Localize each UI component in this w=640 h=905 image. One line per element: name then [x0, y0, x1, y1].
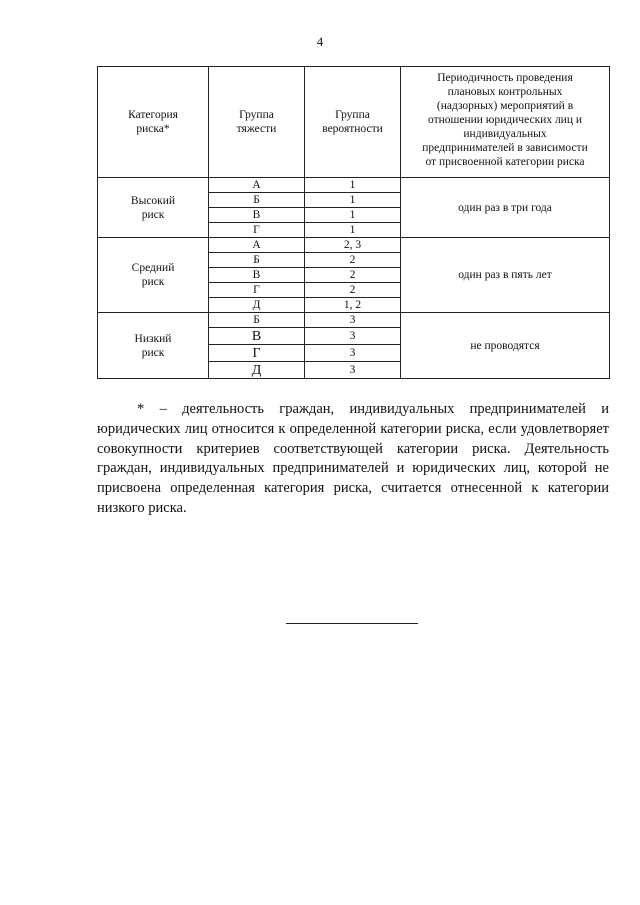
- footnote: [97, 400, 609, 519]
- severity-cell: А: [209, 238, 305, 253]
- severity-cell: В: [209, 268, 305, 283]
- probability-cell: 2, 3: [305, 238, 401, 253]
- periodicity-low-risk: не проводятся: [401, 313, 610, 379]
- table-row: [98, 178, 610, 193]
- severity-cell: Д: [209, 362, 305, 379]
- severity-cell: Б: [209, 193, 305, 208]
- header-severity-group: Группа тяжести: [209, 67, 305, 178]
- end-of-document-rule: [286, 623, 418, 624]
- severity-cell: Б: [209, 313, 305, 328]
- table-row: [98, 238, 610, 253]
- header-periodicity: Периодичность проведения плановых контрольных (надзорных) мероприятий в отношении юридических лиц и индивидуальных предпринимателей в зависимости от присвоенной категории риска: [401, 67, 610, 178]
- severity-cell: Д: [209, 298, 305, 313]
- periodicity-high-risk: один раз в три года: [401, 178, 610, 238]
- severity-cell: Б: [209, 253, 305, 268]
- category-medium-risk: Средний риск: [98, 238, 209, 313]
- severity-cell: А: [209, 178, 305, 193]
- probability-cell: 2: [305, 283, 401, 298]
- header-category: Категория риска*: [98, 67, 209, 178]
- probability-cell: 1: [305, 223, 401, 238]
- probability-cell: 3: [305, 345, 401, 362]
- footnote-text: * – деятельность граждан, индивидуальных предпринимателей и юридических лиц относится к определенной категории риска, если удовлетворяет совокупности критериев соответствующей категории риска. Деятельность граждан, индивидуальных предпринимателей и юридических лиц, которой не присвоена определенная категория риска, считается отнесенной к категории низкого риска.: [97, 401, 609, 516]
- page-number: 4: [316, 34, 324, 49]
- probability-cell: 1, 2: [305, 298, 401, 313]
- probability-cell: 2: [305, 268, 401, 283]
- severity-cell: Г: [209, 283, 305, 298]
- severity-cell: В: [209, 328, 305, 345]
- probability-cell: 3: [305, 313, 401, 328]
- category-high-risk: Высокий риск: [98, 178, 209, 238]
- probability-cell: 2: [305, 253, 401, 268]
- category-low-risk: Низкий риск: [98, 313, 209, 379]
- risk-category-table: [97, 66, 610, 379]
- table-header-row: [98, 67, 610, 178]
- probability-cell: 3: [305, 362, 401, 379]
- probability-cell: 1: [305, 178, 401, 193]
- severity-cell: В: [209, 208, 305, 223]
- probability-cell: 3: [305, 328, 401, 345]
- header-probability-group: Группа вероятности: [305, 67, 401, 178]
- severity-cell: Г: [209, 345, 305, 362]
- probability-cell: 1: [305, 208, 401, 223]
- severity-cell: Г: [209, 223, 305, 238]
- periodicity-medium-risk: один раз в пять лет: [401, 238, 610, 313]
- probability-cell: 1: [305, 193, 401, 208]
- table-row: [98, 313, 610, 328]
